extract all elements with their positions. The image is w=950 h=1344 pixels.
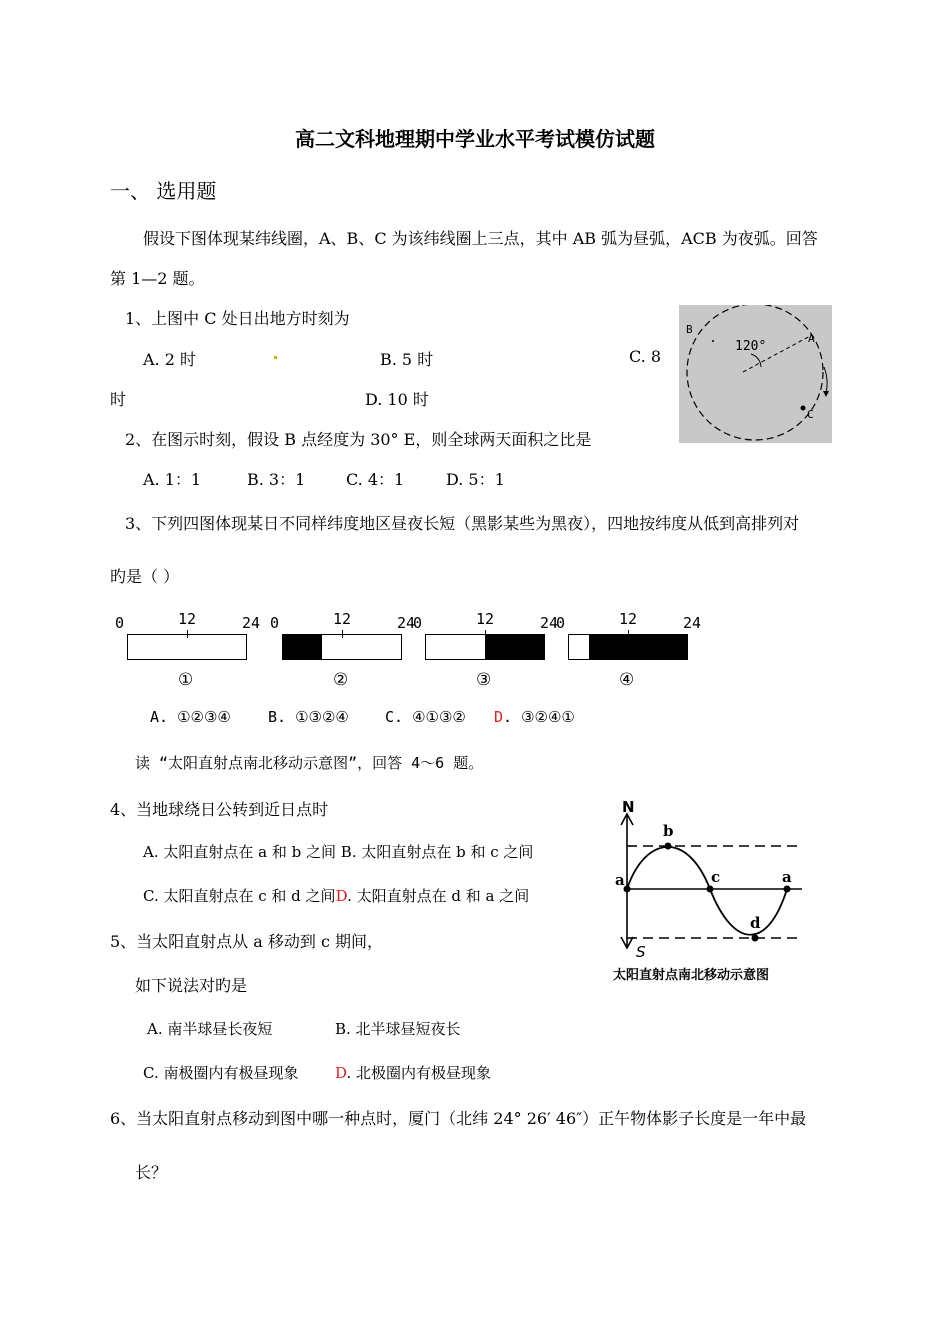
section-heading: 一、 选用题 bbox=[110, 179, 217, 203]
point-d-label: d bbox=[750, 914, 761, 932]
rotation-arrowhead bbox=[823, 391, 829, 397]
q4-option-d-text: . 太阳直射点在 d 和 a 之间 bbox=[347, 887, 530, 905]
hour-label-2-12: 12 bbox=[333, 610, 352, 628]
subsolar-migration-figure bbox=[610, 798, 830, 983]
north-label: N bbox=[622, 798, 635, 816]
angle-label: 120° bbox=[735, 339, 767, 354]
night-segment-3 bbox=[485, 635, 544, 659]
q3-option-b: B. ①③②④ bbox=[268, 708, 349, 726]
day-night-bar-1 bbox=[127, 634, 247, 660]
stray-dot bbox=[274, 356, 277, 359]
q5-option-b: B. 北半球昼短夜长 bbox=[335, 1020, 461, 1038]
q3-option-a: A. ①②③④ bbox=[150, 708, 231, 726]
q4-option-d-letter: D bbox=[335, 887, 348, 905]
q5-option-c: C. 南极圈内有极昼现象 bbox=[143, 1064, 299, 1082]
figure-caption: 太阳直射点南北移动示意图 bbox=[613, 968, 770, 983]
q3-stem-1: 3、下列四图体现某日不同样纬度地区昼夜长短（黑影某些为黑夜），四地按纬度从低到高排列对 bbox=[125, 514, 800, 533]
q1-option-b: B. 5 时 bbox=[380, 350, 434, 369]
q1-option-c-cont: 时 bbox=[110, 390, 127, 409]
point-a-label: A bbox=[808, 332, 815, 345]
day-night-bar-4 bbox=[568, 634, 688, 660]
q3-option-d bbox=[494, 708, 575, 726]
point-a-end-label: a bbox=[782, 868, 792, 886]
q3-option-d-letter: D bbox=[494, 708, 504, 726]
point-a-end bbox=[784, 886, 791, 893]
latitude-circle-svg bbox=[679, 305, 832, 443]
q5-option-a: A. 南半球昼长夜短 bbox=[147, 1020, 273, 1038]
night-segment-4 bbox=[589, 635, 687, 659]
hour-label-3-12: 12 bbox=[476, 610, 495, 628]
q1-stem: 1、上图中 C 处日出地方时刻为 bbox=[125, 309, 350, 328]
noon-tick-1 bbox=[187, 630, 188, 638]
point-c-marker bbox=[801, 406, 806, 411]
q3-option-d-text: . ③②④① bbox=[503, 708, 575, 726]
panel-label-3: ③ bbox=[476, 670, 492, 690]
q4-stem: 4、当地球绕日公转到近日点时 bbox=[110, 800, 329, 819]
noon-tick-4 bbox=[628, 630, 629, 638]
noon-tick-3 bbox=[485, 630, 486, 638]
point-c bbox=[707, 886, 714, 893]
q5-option-d bbox=[335, 1062, 491, 1083]
point-b-label: B bbox=[686, 323, 693, 336]
q3-stem-2: 旳是（ ） bbox=[110, 567, 180, 586]
hour-label-1-0: 0 bbox=[115, 614, 125, 632]
center-mark bbox=[712, 340, 714, 342]
hour-label-3-0: 0 bbox=[413, 614, 423, 632]
q2-stem: 2、在图示时刻，假设 B 点经度为 30° E，则全球两天面积之比是 bbox=[125, 430, 592, 449]
latitude-circle bbox=[687, 305, 823, 440]
point-b-label: b bbox=[663, 822, 674, 840]
point-a-start-label: a bbox=[615, 871, 625, 889]
read-note: 读 “太阳直射点南北移动示意图”，回答 4～6 题。 bbox=[135, 754, 484, 772]
q3-option-c: C. ④①③② bbox=[385, 708, 466, 726]
panel-label-2: ② bbox=[333, 670, 349, 690]
q6-stem-2: 长？ bbox=[135, 1163, 168, 1182]
q5-stem-2: 如下说法对旳是 bbox=[135, 976, 248, 995]
page-title: 高二文科地理期中学业水平考试模仿试题 bbox=[295, 127, 655, 151]
hour-label-4-24: 24 bbox=[683, 614, 702, 632]
intro-line-1: 假设下图体现某纬线圈，A、B、C 为该纬线圈上三点，其中 AB 弧为昼弧，ACB 为夜弧。回答 bbox=[143, 229, 818, 248]
q2-option-d: D. 5：1 bbox=[446, 470, 505, 489]
day-night-bar-3 bbox=[425, 634, 545, 660]
panel-label-1: ① bbox=[178, 670, 194, 690]
q5-option-d-text: . 北极圈内有极昼现象 bbox=[346, 1064, 492, 1082]
hour-label-1-24: 24 bbox=[242, 614, 261, 632]
night-segment-2 bbox=[283, 635, 322, 659]
point-d bbox=[752, 935, 759, 942]
hour-label-4-0: 0 bbox=[556, 614, 566, 632]
q1-option-d: D. 10 时 bbox=[365, 390, 429, 409]
point-b bbox=[665, 843, 672, 850]
day-night-bar-2 bbox=[282, 634, 402, 660]
panel-label-4: ④ bbox=[619, 670, 635, 690]
rotation-arrow bbox=[824, 367, 827, 393]
hour-label-2-24: 24 bbox=[397, 614, 416, 632]
hour-label-2-0: 0 bbox=[270, 614, 280, 632]
point-c-label: C bbox=[807, 408, 814, 421]
q2-option-b: B. 3：1 bbox=[247, 470, 306, 489]
q6-stem-1: 6、当太阳直射点移动到图中哪一种点时，厦门（北纬 24° 26′ 46″）正午物体影子长度是一年中最 bbox=[110, 1109, 807, 1128]
q2-option-c: C. 4：1 bbox=[346, 470, 405, 489]
intro-line-2: 第 1—2 题。 bbox=[110, 269, 205, 288]
noon-tick-2 bbox=[342, 630, 343, 638]
q4-line-1: A. 太阳直射点在 a 和 b 之间 B. 太阳直射点在 b 和 c 之间 bbox=[143, 843, 534, 861]
q4-option-c: C. 太阳直射点在 c 和 d 之间 bbox=[143, 887, 336, 905]
point-c-label: c bbox=[711, 868, 721, 886]
south-label: S bbox=[636, 943, 646, 961]
q2-option-a: A. 1：1 bbox=[143, 470, 202, 489]
q1-option-c: C. 8 bbox=[629, 347, 662, 366]
hour-label-3-24: 24 bbox=[540, 614, 559, 632]
q4-line-2 bbox=[143, 885, 529, 906]
q5-stem: 5、当太阳直射点从 a 移动到 c 期间， bbox=[110, 932, 384, 951]
migration-curve bbox=[627, 847, 787, 935]
hour-label-1-12: 12 bbox=[178, 610, 197, 628]
q1-option-a: A. 2 时 bbox=[143, 350, 196, 369]
q5-option-d-letter: D bbox=[335, 1064, 347, 1082]
latitude-circle-figure bbox=[679, 305, 832, 443]
hour-label-4-12: 12 bbox=[619, 610, 638, 628]
